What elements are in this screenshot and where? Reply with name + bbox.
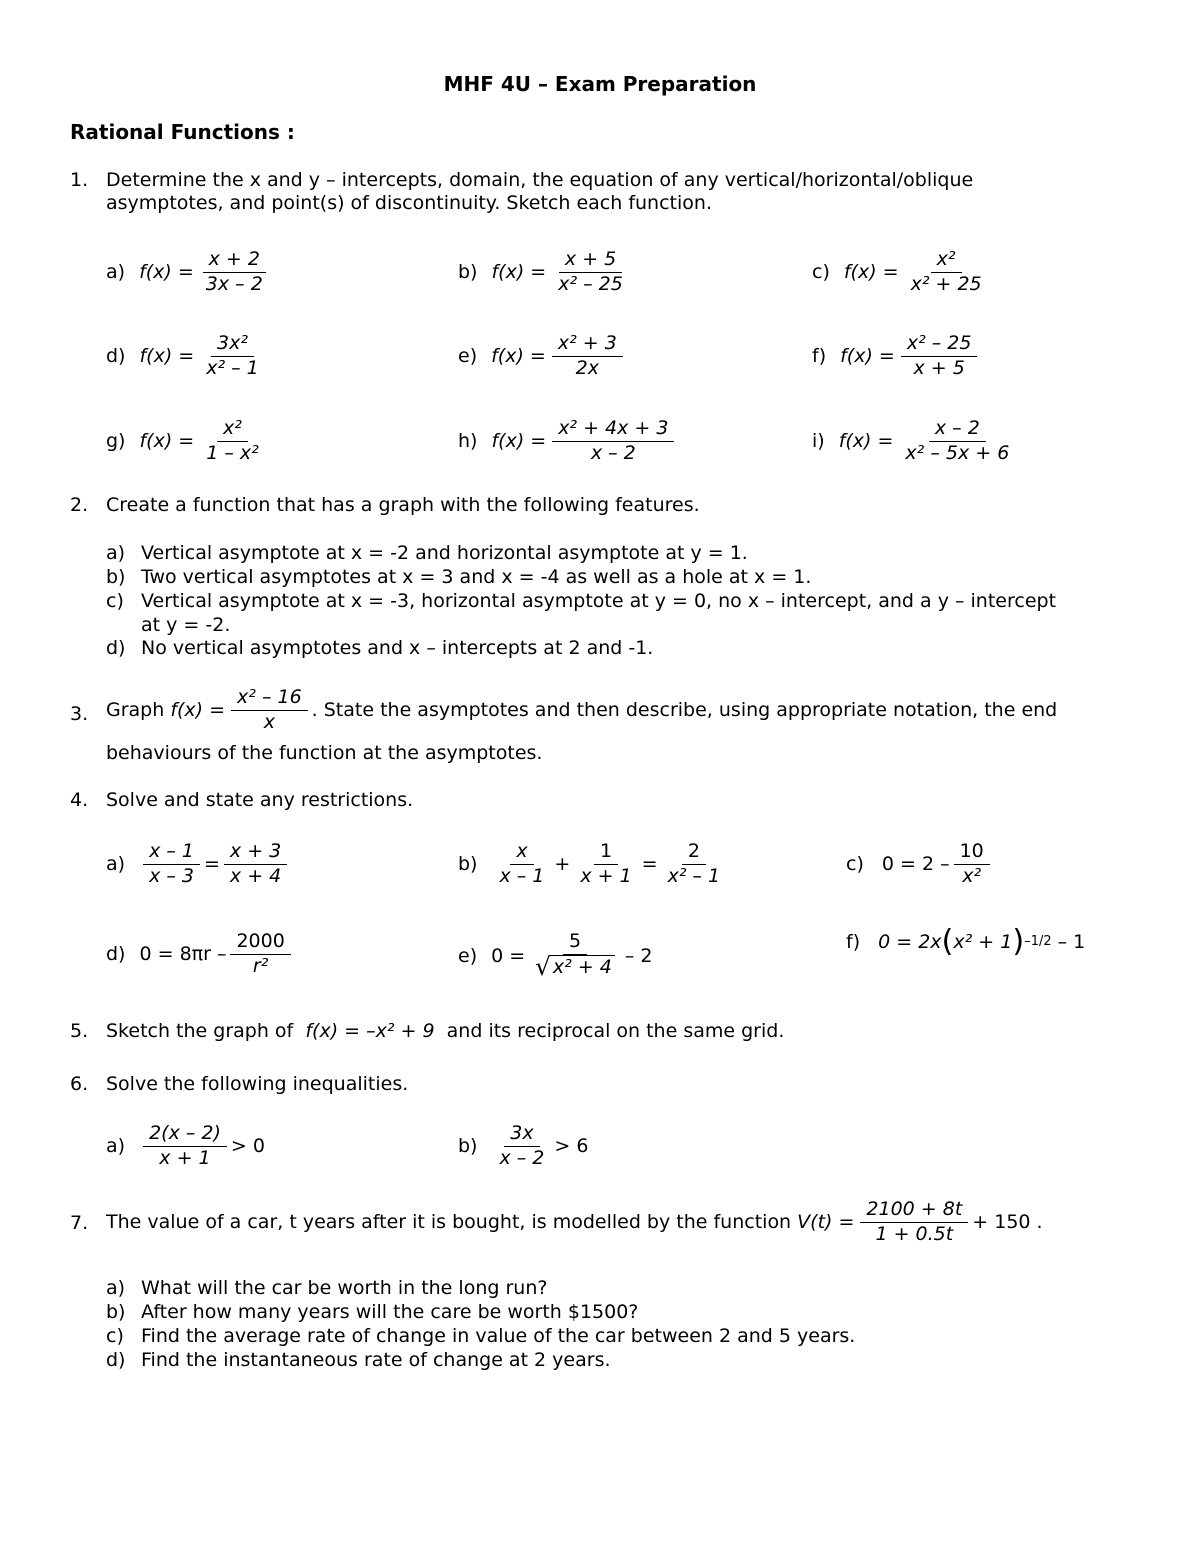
- q7-d: 1 + 0.5t: [875, 1222, 954, 1245]
- q2-text: Create a function that has a graph with the following features.: [106, 494, 700, 516]
- q1-item-numerator: x²: [217, 417, 248, 442]
- q2-item-text: No vertical asymptotes and x – intercepts at 2 and -1.: [141, 637, 654, 659]
- q1-item-denominator: 2x: [575, 356, 599, 379]
- q2-item-text: Vertical asymptote at x = -2 and horizontal asymptote at y = 1.: [141, 542, 748, 564]
- q1-item-numerator: x² + 3: [552, 332, 623, 357]
- q4a-label: a): [106, 853, 126, 876]
- q5-expr: f(x) = –x² + 9: [305, 1020, 435, 1042]
- q1-item-label: i): [812, 430, 825, 453]
- q4a-d1: x – 3: [149, 864, 194, 887]
- q4a-d2: x + 4: [229, 864, 282, 887]
- q7-item-text: What will the car be worth in the long run?: [141, 1277, 548, 1299]
- q4c-label: c): [846, 853, 864, 876]
- q1-item-numerator: x² + 4x + 3: [552, 417, 674, 442]
- q1-text-line1: Determine the x and y – intercepts, domain, the equation of any vertical/horizontal/oblique: [106, 169, 974, 191]
- q4e-label: e): [458, 944, 478, 967]
- q7-item-text: Find the instantaneous rate of change at 2 years.: [141, 1349, 611, 1371]
- q1-item-fraction: [200, 248, 269, 297]
- q1-item-label: f): [812, 345, 827, 368]
- q1-item-lhs: f(x) =: [838, 430, 894, 453]
- q4f-equation: f) 0 = 2x ( x² + 1 ) –1/2 – 1: [846, 924, 1086, 959]
- q5-number: 5.: [70, 1020, 89, 1042]
- q7-lhs: V(t) =: [797, 1211, 855, 1234]
- q6b-d: x – 2: [499, 1146, 545, 1169]
- q1-function-h: [458, 417, 678, 466]
- q1-item-label: g): [106, 430, 126, 453]
- q4d-pre: 0 = 8πr –: [139, 943, 227, 966]
- q1-item-lhs: f(x) =: [843, 261, 899, 284]
- q1-item-fraction: [905, 248, 988, 297]
- left-paren-icon: (: [941, 924, 954, 959]
- q3-number: 3.: [70, 703, 89, 725]
- q4f-pre: 0 = 2x: [878, 931, 942, 954]
- q4e-pre: 0 =: [491, 944, 526, 967]
- q4c-equation: [846, 840, 994, 889]
- q1-item-lhs: f(x) =: [139, 261, 194, 284]
- q4d-label: d): [106, 943, 126, 966]
- q1-function-d: [106, 332, 269, 381]
- q1-item-denominator: x² + 25: [910, 272, 982, 295]
- q1-item-fraction: [899, 417, 1015, 466]
- q4-number: 4.: [70, 789, 89, 811]
- q1-item-fraction: [901, 332, 978, 381]
- q1-function-a: [106, 248, 273, 297]
- q6-number: 6.: [70, 1073, 89, 1095]
- q6b-n: 3x: [504, 1122, 539, 1147]
- q5-post: and its reciprocal on the same grid.: [446, 1020, 785, 1042]
- q1-item-denominator: x + 5: [913, 356, 965, 379]
- q1-text-line2: asymptotes, and point(s) of discontinuity. Sketch each function.: [106, 192, 712, 214]
- q6a-inequality: [106, 1122, 265, 1171]
- q1-item-fraction: [552, 248, 629, 297]
- q4d-d: r²: [252, 954, 269, 977]
- q1-item-lhs: f(x) =: [491, 430, 547, 453]
- q7-item-label: b): [106, 1301, 126, 1323]
- q4b-d1: x – 1: [499, 864, 545, 887]
- q3-text-line2: behaviours of the function at the asymptotes.: [106, 742, 543, 764]
- q1-item-label: a): [106, 261, 126, 284]
- q1-item-fraction: [552, 417, 674, 466]
- q1-function-g: [106, 417, 269, 466]
- right-paren-icon: ): [1012, 924, 1025, 959]
- q4b-plus: +: [554, 853, 571, 876]
- q4e-post: – 2: [624, 944, 653, 967]
- q1-item-numerator: x² – 25: [901, 332, 978, 357]
- q4a-equation: [106, 840, 291, 889]
- q4e-n: 5: [563, 930, 587, 955]
- q4b-equation: [458, 840, 730, 889]
- q4-text: Solve and state any restrictions.: [106, 789, 414, 811]
- q1-function-c: [812, 248, 992, 297]
- q6-text: Solve the following inequalities.: [106, 1073, 409, 1095]
- q1-item-numerator: 3x²: [211, 332, 254, 357]
- q1-item-numerator: x + 5: [559, 248, 622, 273]
- q4f-label: f): [846, 931, 861, 954]
- q4a-n1: x – 1: [143, 840, 200, 865]
- q1-function-f: [812, 332, 981, 381]
- q6a-post: > 0: [230, 1135, 265, 1158]
- q2-number: 2.: [70, 494, 89, 516]
- q1-item-numerator: x²: [931, 248, 962, 273]
- sqrt-icon: √: [535, 951, 551, 981]
- q2-item-text: Vertical asymptote at x = -3, horizontal asymptote at y = 0, no x – intercept, and a y – intercept: [141, 590, 1057, 612]
- q1-item-lhs: f(x) =: [491, 261, 547, 284]
- q3-post: . State the asymptotes and then describe, using appropriate notation, the end: [311, 699, 1058, 722]
- q1-item-fraction: [552, 332, 623, 381]
- q1-number: 1.: [70, 169, 89, 191]
- q1-item-denominator: 3x – 2: [205, 272, 263, 295]
- q4b-n2: 1: [594, 840, 618, 865]
- q7-post: + 150 .: [972, 1211, 1043, 1234]
- q7-item-label: d): [106, 1349, 126, 1371]
- q4b-d3: x² – 1: [667, 864, 721, 887]
- q4b-d2: x + 1: [580, 864, 632, 887]
- q4e-radicand: x² + 4: [550, 955, 615, 980]
- q7-n: 2100 + 8t: [860, 1198, 968, 1223]
- q1-item-label: h): [458, 430, 478, 453]
- q5-line: [106, 1022, 784, 1041]
- q6a-label: a): [106, 1135, 126, 1158]
- q1-item-denominator: x² – 25: [558, 272, 623, 295]
- q1-item-label: e): [458, 345, 478, 368]
- q1-item-denominator: 1 – x²: [206, 441, 259, 464]
- section-heading: Rational Functions :: [70, 120, 295, 144]
- q1-item-numerator: x – 2: [929, 417, 986, 442]
- q3-fraction: [231, 686, 308, 735]
- q4a-eq: =: [203, 853, 220, 876]
- q1-item-denominator: x² – 5x + 6: [905, 441, 1010, 464]
- q4c-n: 10: [954, 840, 990, 865]
- q4c-pre: 0 = 2 –: [881, 853, 950, 876]
- q1-item-lhs: f(x) =: [491, 345, 546, 368]
- q1-item-denominator: x – 2: [590, 441, 636, 464]
- q2-item-text: Two vertical asymptotes at x = 3 and x = -4 as well as a hole at x = 1.: [141, 566, 812, 588]
- q6b-label: b): [458, 1135, 478, 1158]
- q1-function-e: [458, 332, 627, 381]
- q1-item-lhs: f(x) =: [139, 345, 195, 368]
- q3-equation: [106, 686, 1057, 735]
- q1-function-i: [812, 417, 1019, 466]
- q7-pre: The value of a car, t years after it is bought, is modelled by the function: [106, 1211, 792, 1234]
- q1-item-label: c): [812, 261, 830, 284]
- q7-number: 7.: [70, 1212, 89, 1234]
- q1-item-label: d): [106, 345, 126, 368]
- q1-item-fraction: [200, 332, 265, 381]
- q5-pre: Sketch the graph of: [106, 1020, 294, 1042]
- q3-numerator: x² – 16: [231, 686, 308, 711]
- q3-lhs: f(x) =: [170, 699, 226, 722]
- q1-item-denominator: x² – 1: [206, 356, 259, 379]
- q2-item-label: a): [106, 542, 126, 564]
- q4e-equation: [458, 930, 653, 982]
- q1-item-label: b): [458, 261, 478, 284]
- q4d-equation: [106, 930, 295, 979]
- q6a-d: x + 1: [159, 1146, 211, 1169]
- q1-item-numerator: x + 2: [203, 248, 266, 273]
- q7-item-label: c): [106, 1325, 124, 1347]
- page-title: MHF 4U – Exam Preparation: [443, 72, 757, 96]
- q6a-n: 2(x – 2): [143, 1122, 227, 1147]
- q3-pre: Graph: [106, 699, 165, 722]
- q6b-post: > 6: [554, 1135, 589, 1158]
- q4f-post: – 1: [1057, 931, 1086, 954]
- q4b-n3: 2: [682, 840, 706, 865]
- q6b-inequality: [458, 1122, 588, 1171]
- q4d-n: 2000: [230, 930, 290, 955]
- q1-item-lhs: f(x) =: [139, 430, 195, 453]
- q2-item-text: at y = -2.: [141, 614, 231, 636]
- q3-denominator: x: [263, 710, 275, 733]
- q7-equation: [106, 1198, 1043, 1247]
- q7-item-text: After how many years will the care be worth $1500?: [141, 1301, 639, 1323]
- q4a-n2: x + 3: [224, 840, 287, 865]
- q7-item-label: a): [106, 1277, 126, 1299]
- q2-item-label: b): [106, 566, 126, 588]
- q4b-n1: x: [510, 840, 533, 865]
- q2-item-label: c): [106, 590, 124, 612]
- q7-item-text: Find the average rate of change in value of the car between 2 and 5 years.: [141, 1325, 856, 1347]
- q1-function-b: [458, 248, 633, 297]
- q1-item-fraction: [200, 417, 265, 466]
- q4b-eq: =: [641, 853, 658, 876]
- q2-item-label: d): [106, 637, 126, 659]
- q4f-inner: x² + 1: [953, 931, 1013, 954]
- q4b-label: b): [458, 853, 478, 876]
- q4c-d: x²: [962, 864, 982, 887]
- q1-item-lhs: f(x) =: [840, 345, 895, 368]
